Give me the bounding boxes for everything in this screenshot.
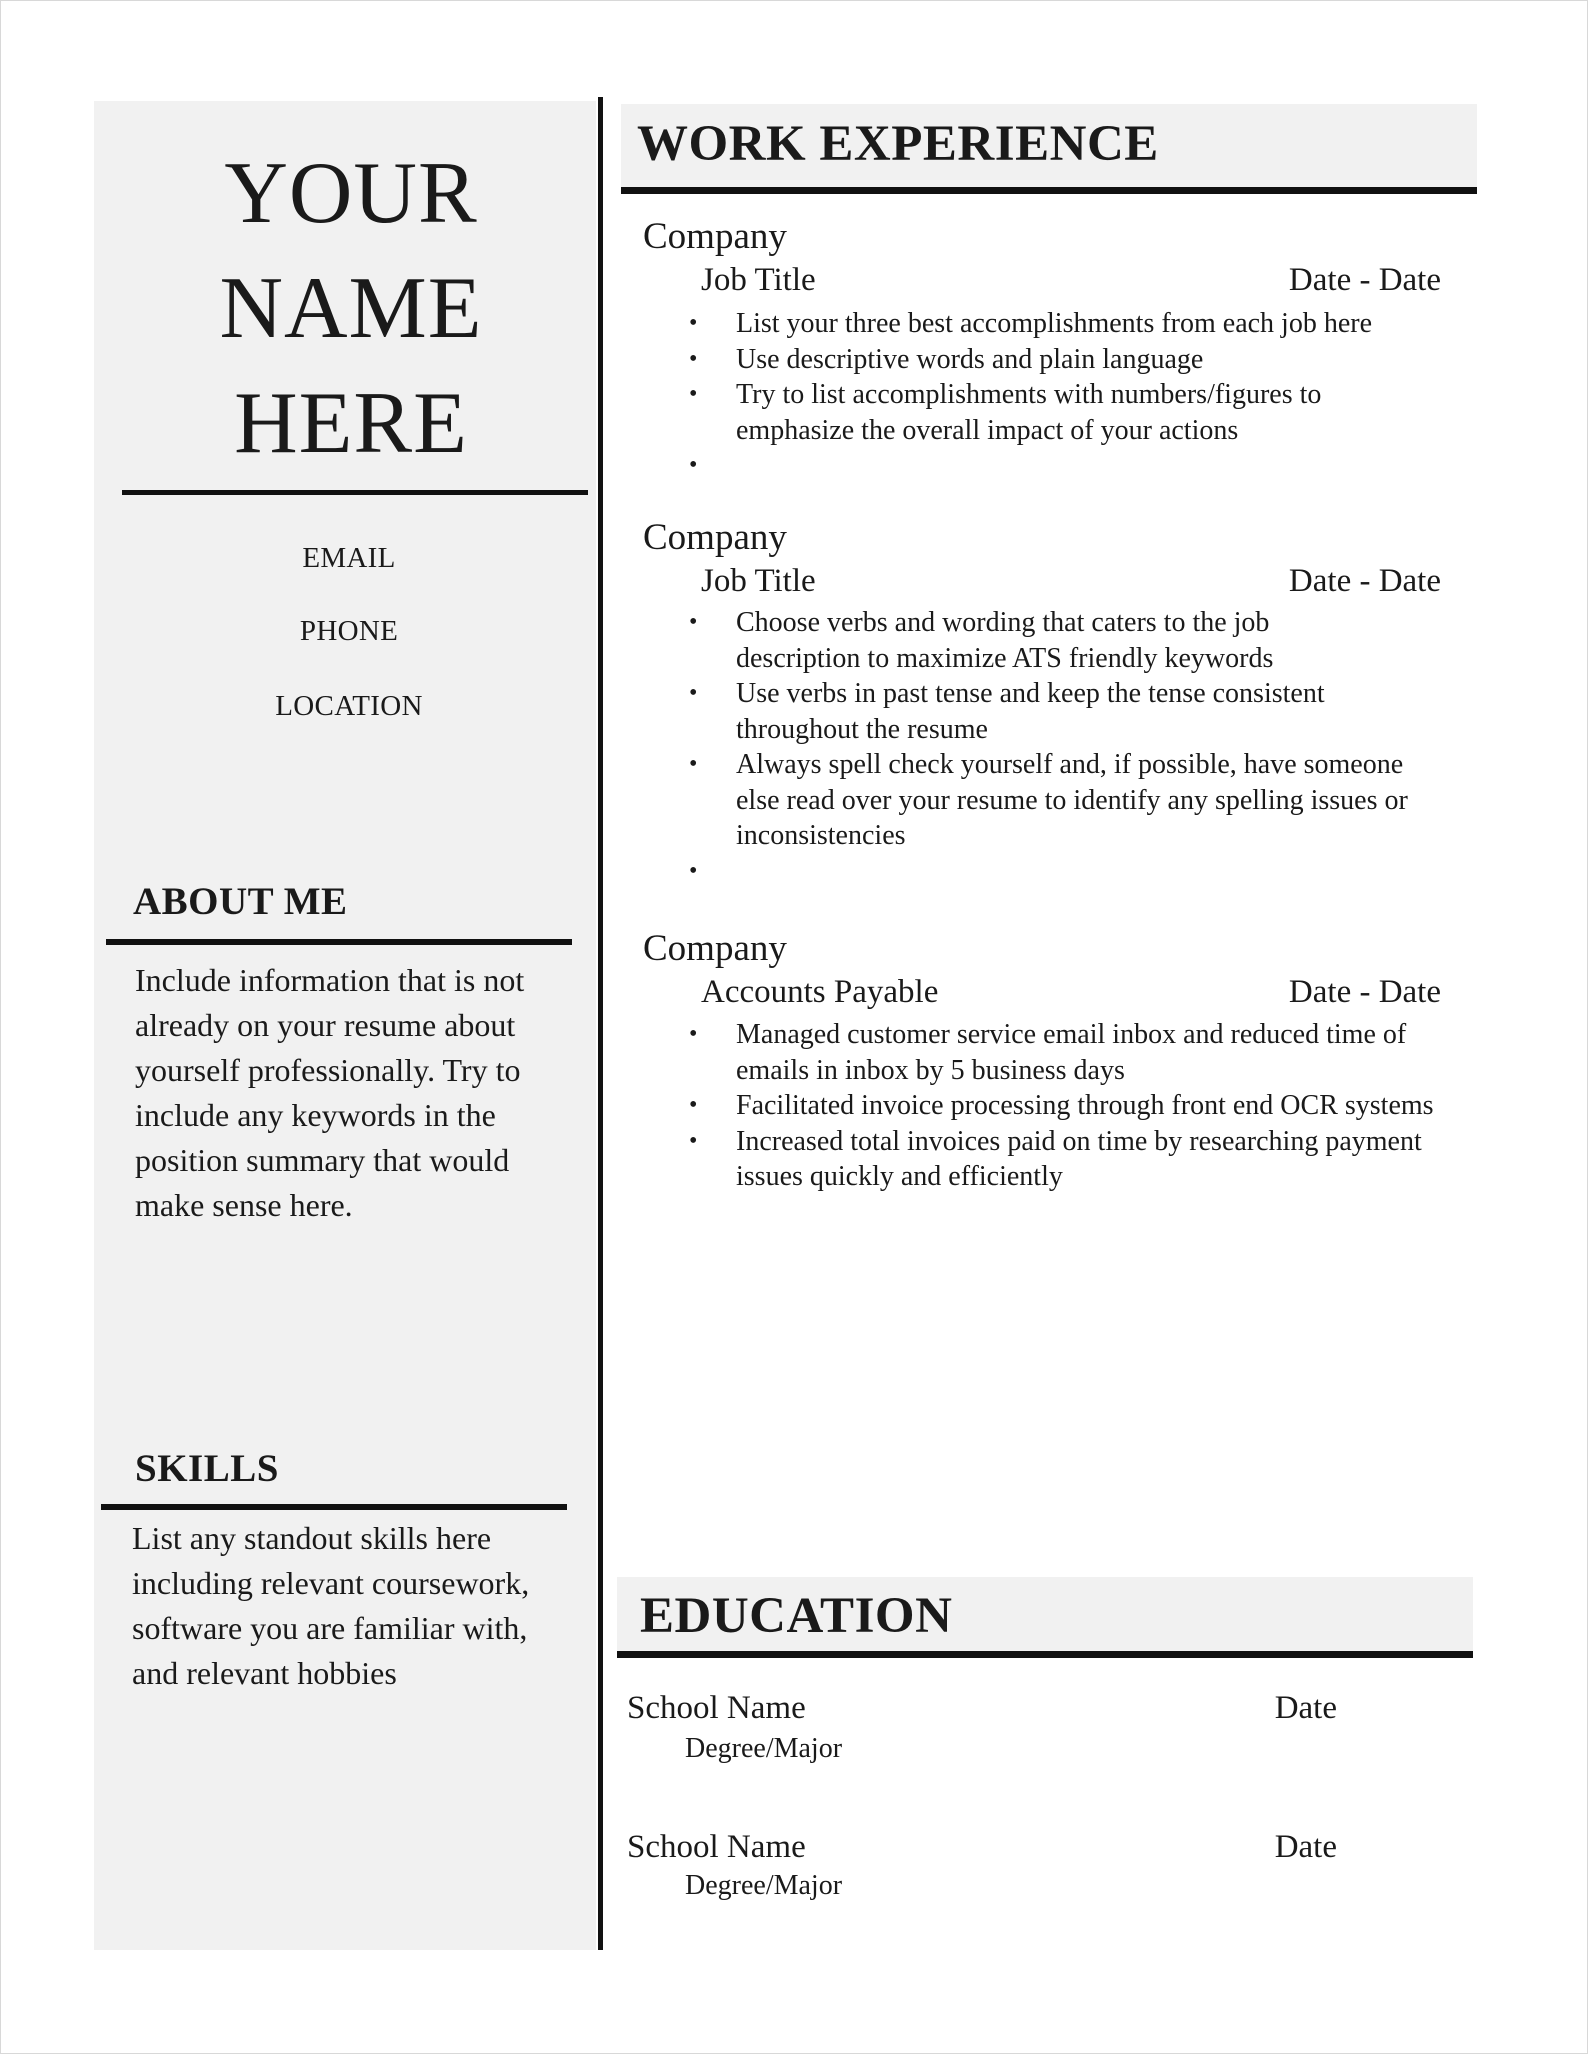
skills-divider	[101, 1504, 567, 1510]
list-item: • Use verbs in past tense and keep the tense consistent throughout the resume	[686, 676, 1416, 747]
list-item: • Try to list accomplishments with numbers/figures to emphasize the overall impact of your actions	[686, 377, 1416, 448]
education-heading: EDUCATION	[640, 1588, 953, 1644]
school-row	[627, 1690, 1337, 1727]
about-heading: ABOUT ME	[133, 880, 348, 923]
about-divider	[106, 939, 572, 945]
job-dates: Date - Date	[1288, 974, 1441, 1010]
name-heading	[94, 136, 608, 481]
list-item	[686, 854, 1406, 890]
job-title-row	[701, 974, 1441, 1011]
school-degree: Degree/Major	[685, 1733, 843, 1764]
name-line: NAME	[219, 260, 483, 357]
job-title-row	[701, 262, 1441, 299]
job-dates: Date - Date	[1288, 563, 1441, 599]
job-bullets	[686, 1017, 1456, 1195]
job-title: Accounts Payable	[701, 974, 939, 1010]
list-item: • Use descriptive words and plain language	[686, 342, 1456, 378]
list-item: • List your three best accomplishments from each job here	[686, 306, 1456, 342]
job-bullets	[686, 306, 1456, 484]
about-text: Include information that is not already on your resume about yourself professionally. Try to include any keywords in the position summary that would make sense here.	[135, 962, 525, 1223]
job-dates: Date - Date	[1288, 262, 1441, 298]
skills-text: List any standout skills here including relevant coursework, software you are familiar with, and relevant hobbies	[132, 1520, 530, 1691]
contact-email: EMAIL	[302, 542, 396, 574]
job-title: Job Title	[701, 262, 816, 298]
name-line: YOUR	[224, 145, 478, 242]
school-name: School Name	[627, 1690, 806, 1726]
work-heading: WORK EXPERIENCE	[637, 116, 1159, 172]
list-item: • Choose verbs and wording that caters to the job description to maximize ATS friendly keywords	[686, 605, 1336, 676]
job-bullets	[686, 605, 1406, 889]
job-company: Company	[643, 216, 787, 257]
school-date: Date	[1274, 1829, 1337, 1865]
list-item: • Facilitated invoice processing through front end OCR systems	[686, 1088, 1456, 1124]
name-line: HERE	[234, 375, 468, 472]
school-date: Date	[1274, 1690, 1337, 1726]
job-title: Job Title	[701, 563, 816, 599]
school-name: School Name	[627, 1829, 806, 1865]
contact-location: LOCATION	[275, 690, 423, 722]
job-title-row	[701, 563, 1441, 600]
list-item: • Always spell check yourself and, if possible, have someone else read over your resume to identify any spelling issues or inconsistencies	[686, 747, 1416, 854]
contact-phone: PHONE	[299, 615, 399, 647]
name-divider	[122, 490, 588, 495]
list-item: • Increased total invoices paid on time by researching payment issues quickly and efficiently	[686, 1124, 1456, 1195]
education-divider	[617, 1651, 1473, 1658]
school-degree: Degree/Major	[685, 1870, 843, 1901]
job-company: Company	[643, 517, 787, 558]
work-divider	[621, 187, 1477, 194]
school-row	[627, 1829, 1337, 1866]
skills-heading: SKILLS	[135, 1447, 279, 1490]
job-company: Company	[643, 928, 787, 969]
list-item: • Managed customer service email inbox and reduced time of emails in inbox by 5 business days	[686, 1017, 1456, 1088]
list-item	[686, 448, 1456, 484]
